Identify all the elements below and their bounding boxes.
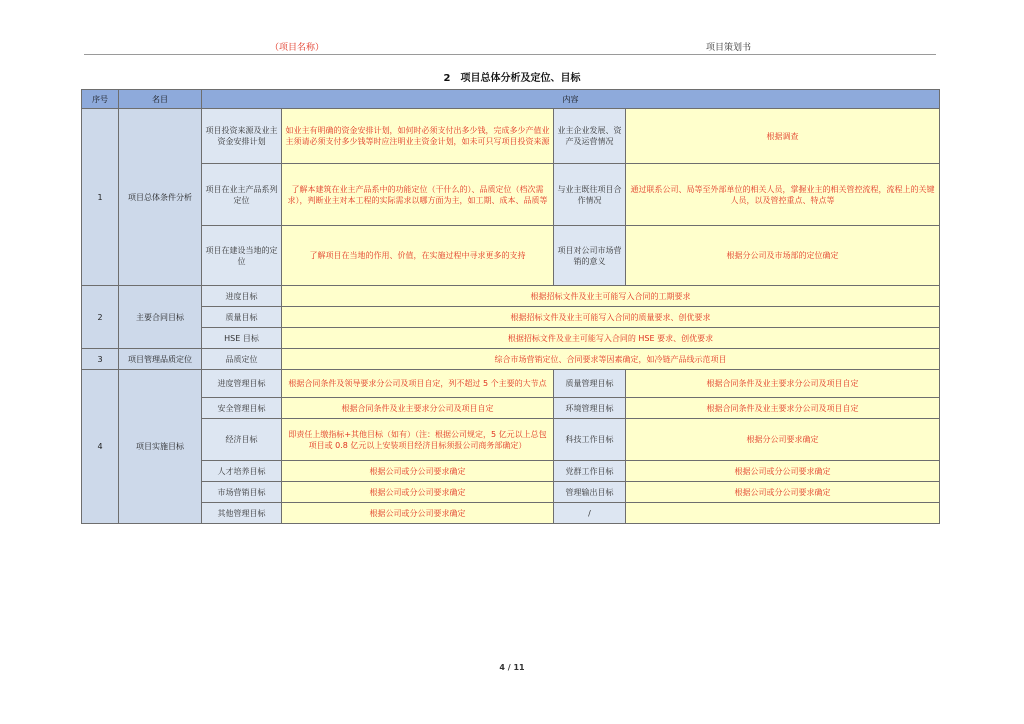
header-seq: 序号: [82, 90, 119, 109]
table-row: [82, 226, 940, 286]
row-value: 根据调查: [626, 109, 940, 164]
section-seq: 2: [82, 286, 119, 349]
row-value: 即责任上缴指标+其他目标（如有）（注：根据公司规定，5 亿元以上总包项目或 0.8 亿元以上安装项目经济目标须报公司商务部确定）: [282, 419, 554, 461]
row-label: 其他管理目标: [202, 503, 282, 524]
row-label: 项目在建设当地的定位: [202, 226, 282, 286]
row-value: 根据公司或分公司要求确定: [626, 482, 940, 503]
row-value: 根据合同条件及业主要求分公司及项目自定: [626, 398, 940, 419]
section-seq: 4: [82, 370, 119, 524]
row-value: 根据公司或分公司要求确定: [282, 503, 554, 524]
row-label: 业主企业发展、资产及运营情况: [554, 109, 626, 164]
row-value: 了解项目在当地的作用、价值，在实施过程中寻求更多的支持: [282, 226, 554, 286]
header-name: 名目: [119, 90, 202, 109]
row-value: 根据招标文件及业主可能写入合同的工期要求: [282, 286, 940, 307]
row-value: 根据合同条件及业主要求分公司及项目自定: [282, 398, 554, 419]
row-value: 根据分公司要求确定: [626, 419, 940, 461]
section-name: 项目总体条件分析: [119, 109, 202, 286]
row-label: 安全管理目标: [202, 398, 282, 419]
table-row: [82, 164, 940, 226]
table-row: [82, 503, 940, 524]
table-row: [82, 482, 940, 503]
row-value: 根据公司或分公司要求确定: [282, 461, 554, 482]
header-divider: [84, 54, 936, 55]
table-row: [82, 286, 940, 307]
row-label: 党群工作目标: [554, 461, 626, 482]
row-label: 管理输出目标: [554, 482, 626, 503]
row-value: 根据公司或分公司要求确定: [282, 482, 554, 503]
section-name: 主要合同目标: [119, 286, 202, 349]
row-value: 根据公司或分公司要求确定: [626, 461, 940, 482]
row-label: 质量管理目标: [554, 370, 626, 398]
row-value: 根据分公司及市场部的定位确定: [626, 226, 940, 286]
row-label: 科技工作目标: [554, 419, 626, 461]
row-label: 项目投资来源及业主资金安排计划: [202, 109, 282, 164]
section-seq: 1: [82, 109, 119, 286]
table-row: [82, 370, 940, 398]
section-title: [0, 69, 1024, 84]
row-label: 项目对公司市场营销的意义: [554, 226, 626, 286]
analysis-table: [81, 89, 940, 524]
row-label: 环境管理目标: [554, 398, 626, 419]
section-name: 项目管理品质定位: [119, 349, 202, 370]
row-label: 与业主既往项目合作情况: [554, 164, 626, 226]
row-value: [626, 503, 940, 524]
row-value: 如业主有明确的资金安排计划，如何时必须支付出多少钱，完成多少产值业主须请必须支付多少钱等时应注明业主资金计划，如未可只写项目投资来源: [282, 109, 554, 164]
row-label: 进度管理目标: [202, 370, 282, 398]
table-row: [82, 109, 940, 164]
row-value: 通过联系公司、局等至外部单位的相关人员，掌握业主的相关管控流程，流程上的关键人员，以及管控重点、特点等: [626, 164, 940, 226]
section-seq: 3: [82, 349, 119, 370]
section-title-text: 项目总体分析及定位、目标: [460, 73, 581, 84]
table-header-row: [82, 90, 940, 109]
row-label: 项目在业主产品系列定位: [202, 164, 282, 226]
row-label: 进度目标: [202, 286, 282, 307]
table-row: [82, 419, 940, 461]
table-row: [82, 349, 940, 370]
table-row: [82, 398, 940, 419]
row-label: 市场营销目标: [202, 482, 282, 503]
header-project-name: （项目名称）: [270, 43, 325, 53]
row-value: 根据合同条件及业主要求分公司及项目自定: [626, 370, 940, 398]
section-number: 2: [443, 73, 451, 84]
row-value: 根据招标文件及业主可能写入合同的 HSE 要求、创优要求: [282, 328, 940, 349]
row-value: 了解本建筑在业主产品系中的功能定位（干什么的）、品质定位（档次需求），判断业主对本工程的实际需求以哪方面为主，如工期、成本、品质等: [282, 164, 554, 226]
row-label: HSE 目标: [202, 328, 282, 349]
section-name: 项目实施目标: [119, 370, 202, 524]
row-value: 根据招标文件及业主可能写入合同的质量要求、创优要求: [282, 307, 940, 328]
row-label: 经济目标: [202, 419, 282, 461]
page-number: 4 / 11: [499, 663, 525, 672]
header-content: 内容: [202, 90, 940, 109]
row-label: /: [554, 503, 626, 524]
row-label: 品质定位: [202, 349, 282, 370]
table-row: [82, 307, 940, 328]
row-label: 人才培养目标: [202, 461, 282, 482]
table-row: [82, 328, 940, 349]
row-value: 根据合同条件及领导要求分公司及项目自定，列不超过 5 个主要的大节点: [282, 370, 554, 398]
row-value: 综合市场营销定位、合同要求等因素确定，如冷链产品线示范项目: [282, 349, 940, 370]
table-row: [82, 461, 940, 482]
row-label: 质量目标: [202, 307, 282, 328]
header-doc-name: 项目策划书: [706, 43, 752, 53]
